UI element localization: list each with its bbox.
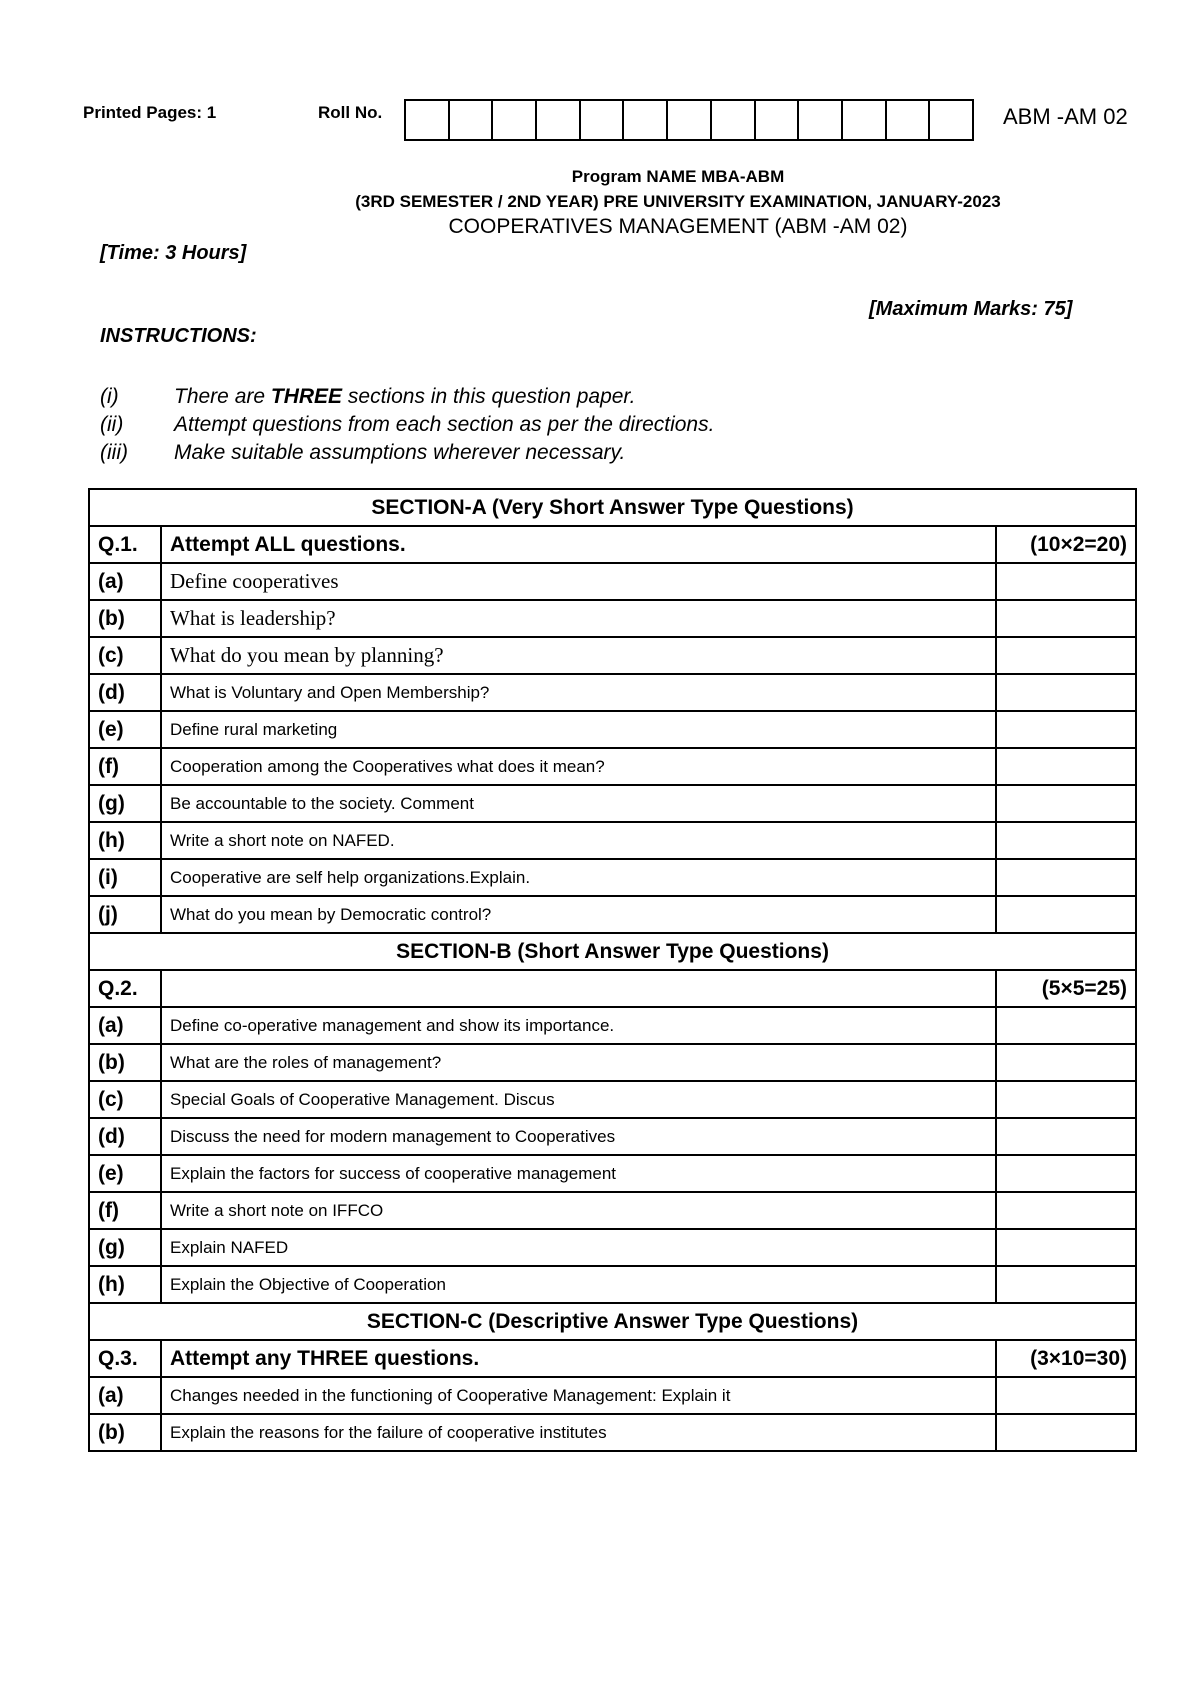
roll-no-box — [930, 101, 972, 139]
question-text: Changes needed in the functioning of Cooperative Management: Explain it — [161, 1377, 996, 1414]
section-title: SECTION-A (Very Short Answer Type Questions) — [89, 489, 1136, 526]
question-text: Write a short note on IFFCO — [161, 1192, 996, 1229]
table-row — [89, 822, 1136, 859]
roll-no-box — [581, 101, 625, 139]
question-label: (f) — [89, 1192, 161, 1229]
instruction-emphasis: THREE — [270, 385, 343, 408]
table-row — [89, 859, 1136, 896]
instruction-text-part: Attempt questions from each section as per the directions. — [174, 413, 715, 436]
question-text: Special Goals of Cooperative Management. Discus — [161, 1081, 996, 1118]
table-row — [89, 1266, 1136, 1303]
table-row — [89, 1007, 1136, 1044]
table-row — [89, 1229, 1136, 1266]
question-label: (c) — [89, 1081, 161, 1118]
instruction-number: (i) — [100, 385, 119, 408]
marks-cell — [996, 1044, 1136, 1081]
marks-cell — [996, 1007, 1136, 1044]
question-text: Define cooperatives — [161, 563, 996, 600]
question-header-row — [89, 526, 1136, 563]
subject-title: COOPERATIVES MANAGEMENT (ABM -AM 02) — [448, 215, 908, 238]
question-text: Write a short note on NAFED. — [161, 822, 996, 859]
question-label: (b) — [89, 1414, 161, 1451]
question-label: (c) — [89, 637, 161, 674]
marks-cell — [996, 1414, 1136, 1451]
marks-cell — [996, 785, 1136, 822]
instruction-text-part: sections in this question paper. — [342, 385, 636, 408]
question-text: Explain the reasons for the failure of cooperative institutes — [161, 1414, 996, 1451]
marks-cell — [996, 1377, 1136, 1414]
table-row — [89, 1155, 1136, 1192]
table-row — [89, 563, 1136, 600]
question-label: (b) — [89, 600, 161, 637]
roll-no-box — [624, 101, 668, 139]
question-label: (h) — [89, 822, 161, 859]
marks-cell — [996, 1266, 1136, 1303]
marks-cell — [996, 822, 1136, 859]
marks-cell — [996, 1118, 1136, 1155]
question-number: Q.2. — [89, 970, 161, 1007]
question-text: Cooperation among the Cooperatives what does it mean? — [161, 748, 996, 785]
marks-cell — [996, 563, 1136, 600]
table-row — [89, 1377, 1136, 1414]
question-table — [88, 488, 1137, 1452]
question-text: Be accountable to the society. Comment — [161, 785, 996, 822]
roll-no-box — [537, 101, 581, 139]
paper-code: ABM -AM 02 — [1003, 104, 1128, 129]
marks-cell — [996, 1155, 1136, 1192]
question-label: (a) — [89, 1007, 161, 1044]
table-row — [89, 1118, 1136, 1155]
table-row — [89, 748, 1136, 785]
question-instruction: Attempt any THREE questions. — [161, 1340, 996, 1377]
instruction-number: (ii) — [100, 413, 124, 436]
instruction-text-part: Make suitable assumptions wherever necessary. — [174, 441, 626, 464]
question-marks: (5×5=25) — [996, 970, 1136, 1007]
question-label: (e) — [89, 711, 161, 748]
program-name: Program NAME MBA-ABM — [571, 167, 785, 186]
question-label: (g) — [89, 785, 161, 822]
question-marks: (10×2=20) — [996, 526, 1136, 563]
table-row — [89, 896, 1136, 933]
table-row — [89, 600, 1136, 637]
marks-cell — [996, 637, 1136, 674]
question-text: What do you mean by Democratic control? — [161, 896, 996, 933]
marks-cell — [996, 748, 1136, 785]
section-title-row — [89, 489, 1136, 526]
roll-no-box — [450, 101, 494, 139]
section-title: SECTION-C (Descriptive Answer Type Questions) — [89, 1303, 1136, 1340]
question-label: (i) — [89, 859, 161, 896]
roll-no-box — [843, 101, 887, 139]
roll-no-box — [712, 101, 756, 139]
question-text: What are the roles of management? — [161, 1044, 996, 1081]
table-row — [89, 785, 1136, 822]
roll-no-box — [756, 101, 800, 139]
question-instruction: Attempt ALL questions. — [161, 526, 996, 563]
roll-no-box — [799, 101, 843, 139]
question-label: (a) — [89, 563, 161, 600]
question-label: (h) — [89, 1266, 161, 1303]
question-text: Explain the factors for success of cooperative management — [161, 1155, 996, 1192]
table-row — [89, 1192, 1136, 1229]
section-title-row — [89, 1303, 1136, 1340]
printed-pages: Printed Pages: 1 — [83, 103, 217, 122]
question-instruction — [161, 970, 996, 1007]
question-label: (f) — [89, 748, 161, 785]
marks-cell — [996, 896, 1136, 933]
table-row — [89, 711, 1136, 748]
table-row — [89, 1044, 1136, 1081]
question-label: (b) — [89, 1044, 161, 1081]
roll-no-box — [668, 101, 712, 139]
question-label: (e) — [89, 1155, 161, 1192]
roll-no-label: Roll No. — [318, 103, 383, 122]
question-text: Define co-operative management and show its importance. — [161, 1007, 996, 1044]
table-row — [89, 1414, 1136, 1451]
marks-cell — [996, 1229, 1136, 1266]
marks-cell — [996, 1081, 1136, 1118]
instruction-text — [174, 413, 714, 437]
question-label: (j) — [89, 896, 161, 933]
instruction-text — [174, 385, 635, 409]
marks-cell — [996, 859, 1136, 896]
roll-no-boxes — [404, 99, 974, 141]
question-label: (g) — [89, 1229, 161, 1266]
table-row — [89, 674, 1136, 711]
question-marks: (3×10=30) — [996, 1340, 1136, 1377]
question-number: Q.3. — [89, 1340, 161, 1377]
maximum-marks: [Maximum Marks: 75] — [869, 298, 1073, 320]
exam-title: (3RD SEMESTER / 2ND YEAR) PRE UNIVERSITY EXAMINATION, JANUARY-2023 — [355, 192, 1001, 211]
marks-cell — [996, 711, 1136, 748]
question-text: What is leadership? — [161, 600, 996, 637]
question-label: (a) — [89, 1377, 161, 1414]
instruction-text-part: There are — [174, 385, 271, 408]
instructions-title: INSTRUCTIONS: — [100, 325, 257, 347]
roll-no-box — [887, 101, 931, 139]
question-number: Q.1. — [89, 526, 161, 563]
question-text: Cooperative are self help organizations.Explain. — [161, 859, 996, 896]
table-row — [89, 637, 1136, 674]
question-text: What is Voluntary and Open Membership? — [161, 674, 996, 711]
roll-no-box — [493, 101, 537, 139]
roll-no-box — [406, 101, 450, 139]
table-row — [89, 1081, 1136, 1118]
question-label: (d) — [89, 1118, 161, 1155]
question-text: Discuss the need for modern management to Cooperatives — [161, 1118, 996, 1155]
time-allowed: [Time: 3 Hours] — [100, 242, 247, 264]
marks-cell — [996, 600, 1136, 637]
marks-cell — [996, 1192, 1136, 1229]
question-text: Define rural marketing — [161, 711, 996, 748]
question-header-row — [89, 970, 1136, 1007]
question-text: What do you mean by planning? — [161, 637, 996, 674]
question-text: Explain NAFED — [161, 1229, 996, 1266]
marks-cell — [996, 674, 1136, 711]
question-header-row — [89, 1340, 1136, 1377]
section-title: SECTION-B (Short Answer Type Questions) — [89, 933, 1136, 970]
instruction-text — [174, 441, 625, 465]
question-text: Explain the Objective of Cooperation — [161, 1266, 996, 1303]
instruction-number: (iii) — [100, 441, 128, 464]
question-label: (d) — [89, 674, 161, 711]
section-title-row — [89, 933, 1136, 970]
